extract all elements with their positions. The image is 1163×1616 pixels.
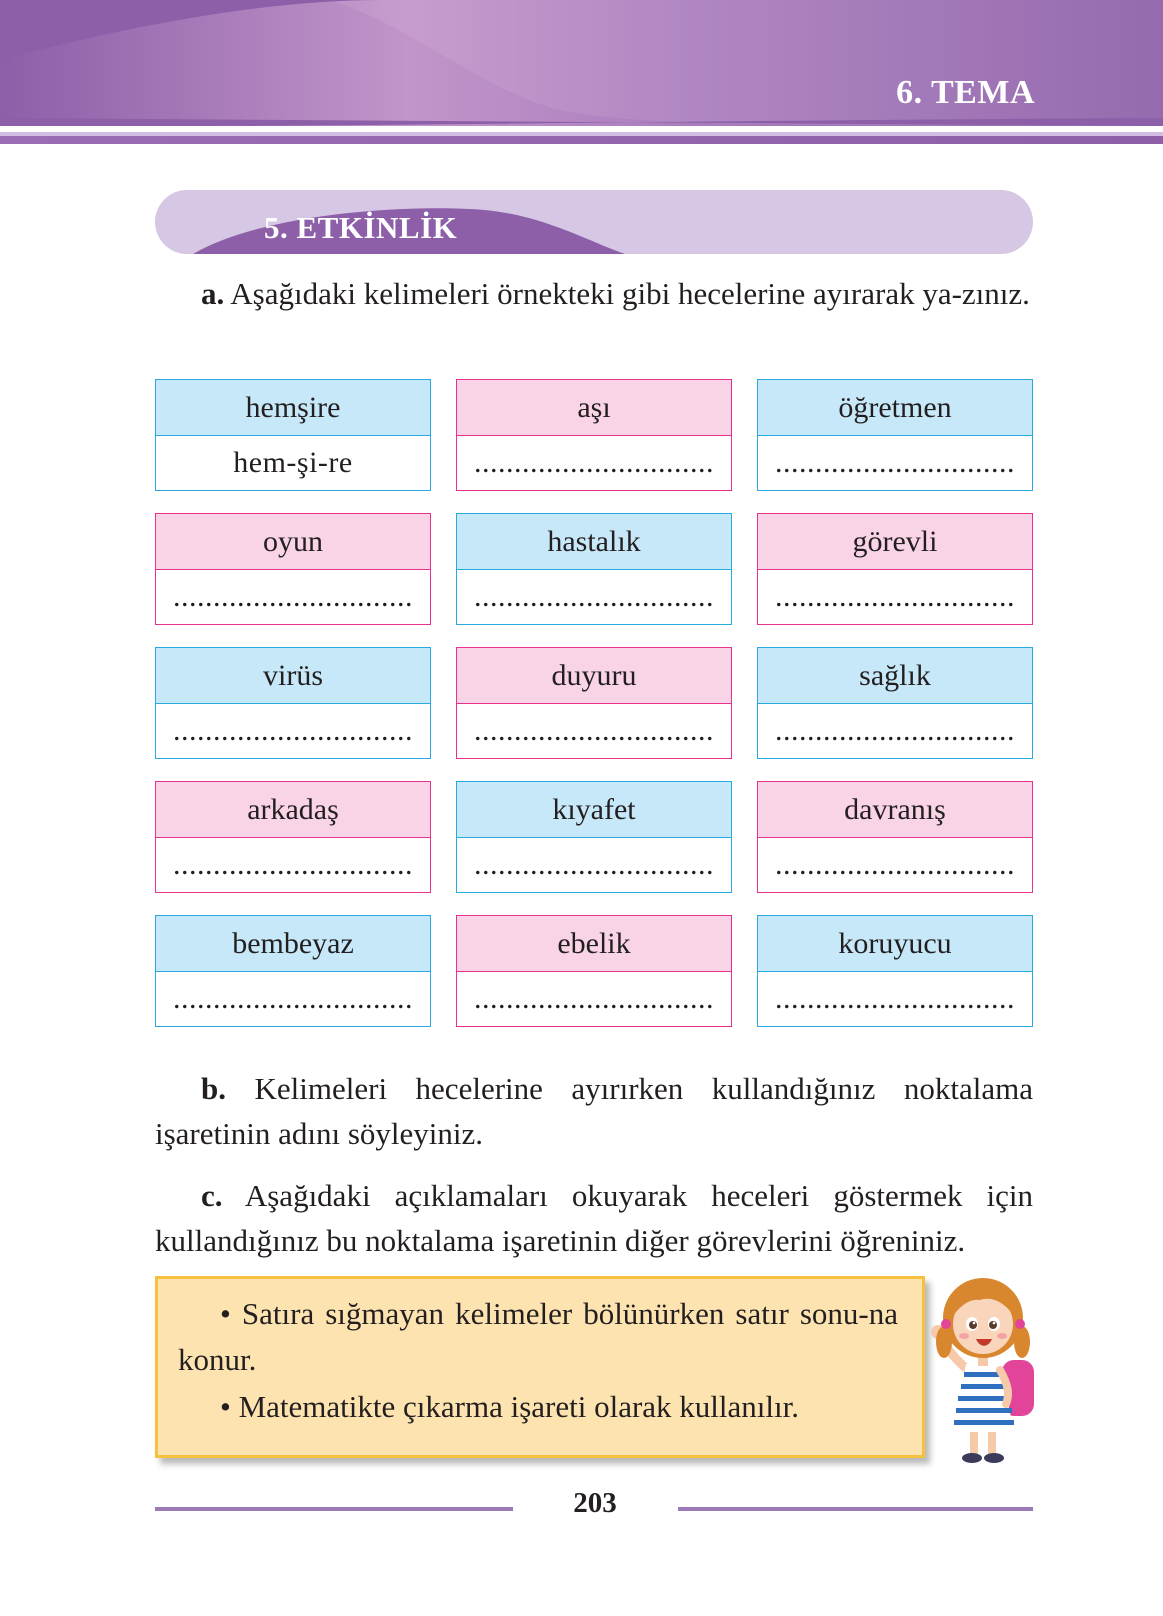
syllable-answer[interactable]: .............................. <box>156 570 430 624</box>
syllable-answer[interactable]: .............................. <box>156 838 430 892</box>
instruction-b-label: b. <box>201 1071 226 1106</box>
syllable-answer[interactable]: .............................. <box>457 972 731 1026</box>
syllable-answer[interactable]: .............................. <box>758 570 1032 624</box>
word-card <box>456 379 732 491</box>
syllable-answer[interactable]: .............................. <box>457 704 731 758</box>
word-card <box>456 781 732 893</box>
info-note-box <box>155 1276 925 1458</box>
word-card <box>757 915 1033 1027</box>
word-card <box>757 513 1033 625</box>
syllable-answer[interactable]: .............................. <box>156 972 430 1026</box>
theme-label: 6. TEMA <box>896 74 1035 111</box>
word-label: oyun <box>156 514 430 570</box>
footer-rule-right <box>678 1507 1033 1511</box>
word-label: koruyucu <box>758 916 1032 972</box>
instruction-a-label: a. <box>201 276 225 311</box>
word-card <box>155 915 431 1027</box>
activity-title: 5. ETKİNLİK <box>264 210 458 245</box>
footer-rule-left <box>155 1507 513 1511</box>
word-label: bembeyaz <box>156 916 430 972</box>
instruction-c <box>155 1173 1033 1263</box>
word-label: öğretmen <box>758 380 1032 436</box>
instruction-c-text: Aşağıdaki açıklamaları okuyarak heceleri göstermek için kullandığınız bu noktalama işaretinin diğer görevlerini öğreniniz. <box>155 1178 1033 1258</box>
word-card <box>757 647 1033 759</box>
info-item <box>178 1291 898 1383</box>
word-grid <box>155 379 1033 1027</box>
word-label: kıyafet <box>457 782 731 838</box>
syllable-answer[interactable]: .............................. <box>457 838 731 892</box>
page-number: 203 <box>573 1487 617 1519</box>
syllable-answer[interactable]: .............................. <box>758 838 1032 892</box>
instruction-b-text: Kelimeleri hecelerine ayırırken kullandığınız noktalama işaretinin adını söyleyiniz. <box>155 1071 1033 1151</box>
instruction-b <box>155 1066 1033 1156</box>
syllable-answer[interactable]: .............................. <box>457 570 731 624</box>
word-label: sağlık <box>758 648 1032 704</box>
word-card <box>155 513 431 625</box>
word-card <box>456 513 732 625</box>
word-label: görevli <box>758 514 1032 570</box>
info-item-text: • Satıra sığmayan kelimeler bölünürken satır sonu-na konur. <box>178 1296 898 1377</box>
word-label: virüs <box>156 648 430 704</box>
syllable-answer[interactable]: hem-şi-re <box>156 436 430 490</box>
word-card <box>155 379 431 491</box>
info-item-text: • Matematikte çıkarma işareti olarak kullanılır. <box>220 1389 799 1424</box>
word-label: duyuru <box>457 648 731 704</box>
info-item <box>178 1384 898 1430</box>
header-band <box>0 0 1163 150</box>
word-label: ebelik <box>457 916 731 972</box>
word-label: davranış <box>758 782 1032 838</box>
word-card <box>456 647 732 759</box>
word-label: hemşire <box>156 380 430 436</box>
syllable-answer[interactable]: .............................. <box>156 704 430 758</box>
word-card <box>757 781 1033 893</box>
word-label: aşı <box>457 380 731 436</box>
syllable-answer[interactable]: .............................. <box>758 436 1032 490</box>
syllable-answer[interactable]: .............................. <box>457 436 731 490</box>
syllable-answer[interactable]: .............................. <box>758 972 1032 1026</box>
word-label: hastalık <box>457 514 731 570</box>
girl-illustration <box>930 1268 1040 1468</box>
word-card <box>757 379 1033 491</box>
instruction-a-text: Aşağıdaki kelimeleri örnekteki gibi hecelerine ayırarak ya-zınız. <box>230 276 1030 311</box>
word-card <box>155 647 431 759</box>
word-label: arkadaş <box>156 782 430 838</box>
syllable-answer[interactable]: .............................. <box>758 704 1032 758</box>
instruction-a <box>155 271 1033 316</box>
instruction-c-label: c. <box>201 1178 223 1213</box>
word-card <box>155 781 431 893</box>
word-card <box>456 915 732 1027</box>
